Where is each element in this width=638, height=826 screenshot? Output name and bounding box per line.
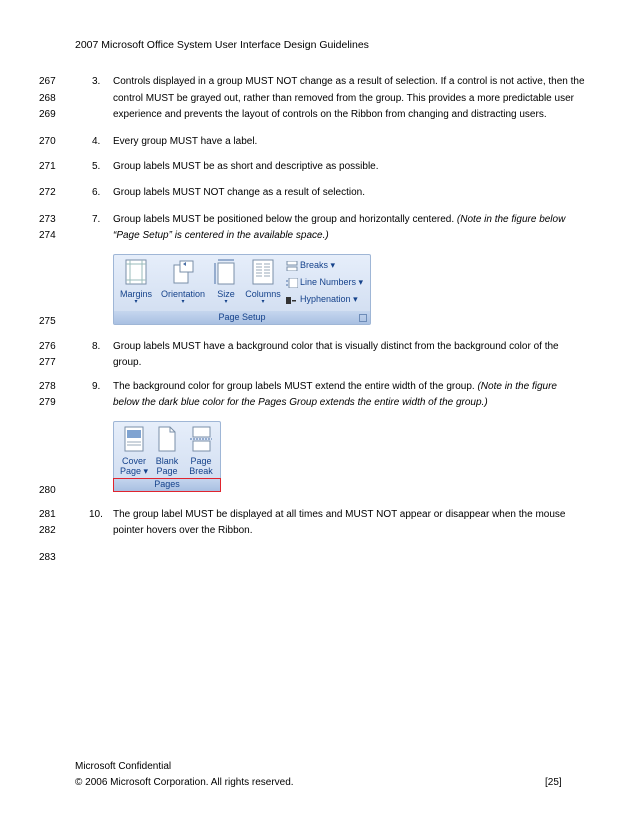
- break-label-line2: Break: [189, 466, 213, 476]
- list-item-text-regular: Group labels MUST be positioned below the group and horizontally centered.: [113, 214, 457, 225]
- margins-icon: [124, 259, 148, 285]
- cover-label-line1: Cover: [121, 456, 146, 466]
- line-number: 281: [39, 509, 56, 520]
- columns-button[interactable]: [244, 259, 282, 305]
- break-label-line1: Page: [190, 456, 212, 466]
- footer-confidential: Microsoft Confidential: [75, 761, 172, 772]
- line-numbers-icon: [286, 278, 298, 288]
- list-item-note-text: below the dark blue color for the Pages Group extends the entire width of the group.): [113, 397, 488, 408]
- size-icon: [214, 259, 238, 285]
- margins-button[interactable]: [120, 259, 152, 305]
- list-item-note: [113, 397, 488, 408]
- columns-icon: [251, 259, 275, 285]
- highlight-box: [113, 478, 221, 492]
- list-item-note: [113, 230, 329, 241]
- hyphenation-icon: [286, 295, 298, 305]
- dropdown-arrow-icon: ▾: [261, 299, 265, 305]
- page-break-label: [186, 456, 216, 476]
- line-number: 275: [39, 316, 56, 327]
- list-item-note: (Note in the figure below: [456, 214, 566, 225]
- list-item-text: Group labels MUST be as short and descriptive as possible.: [113, 161, 379, 172]
- line-number: 270: [39, 136, 56, 147]
- line-number: 279: [39, 397, 56, 408]
- page-break-button[interactable]: [186, 426, 216, 476]
- list-item-text-regular: The background color for group labels MUST extend the entire width of the group.: [113, 381, 478, 392]
- list-item-text: control MUST be grayed out, rather than removed from the group. This provides a more predictable user: [113, 93, 574, 104]
- list-item-note: (Note in the figure: [477, 381, 557, 392]
- orientation-label: Orientation: [160, 289, 206, 299]
- cover-label-line2: Page ▾: [119, 466, 149, 476]
- line-number: 276: [39, 341, 56, 352]
- blank-page-label: [152, 456, 182, 476]
- blank-page-icon: [155, 426, 179, 452]
- dropdown-arrow-icon: ▾: [353, 294, 358, 304]
- dropdown-arrow-icon: ▾: [330, 260, 336, 270]
- line-number: 278: [39, 381, 56, 392]
- cover-page-label: [118, 456, 150, 476]
- list-number: 3.: [92, 76, 101, 87]
- footer-copyright: © 2006 Microsoft Corporation. All rights reserved.: [75, 777, 294, 788]
- list-number: 10.: [89, 509, 103, 520]
- line-number: 269: [39, 109, 56, 120]
- line-number: 274: [39, 230, 56, 241]
- dropdown-arrow-icon: ▾: [224, 299, 228, 305]
- dropdown-arrow-icon: ▾: [134, 299, 138, 305]
- cover-page-button[interactable]: [118, 426, 150, 476]
- blank-page-button[interactable]: [152, 426, 182, 476]
- list-item-note-text: “Page Setup” is centered in the available space.): [113, 230, 329, 241]
- group-label: Page Setup: [114, 311, 370, 324]
- line-numbers-label: Line Numbers: [300, 277, 357, 287]
- list-item-text: Controls displayed in a group MUST NOT change as a result of selection. If a control is not active, then the: [113, 76, 585, 87]
- dropdown-arrow-icon: ▾: [181, 299, 185, 305]
- list-item-text: Every group MUST have a label.: [113, 136, 258, 147]
- margins-label: Margins: [120, 289, 153, 299]
- list-item-text: The group label MUST be displayed at all times and MUST NOT appear or disappear when the mouse: [113, 509, 566, 520]
- page-setup-group: [113, 254, 371, 325]
- list-item-text: [113, 214, 565, 225]
- dialog-launcher-icon[interactable]: [359, 314, 367, 322]
- list-number: 9.: [92, 381, 101, 392]
- orientation-button[interactable]: [158, 259, 208, 305]
- hyphenation-label: Hyphenation: [300, 294, 351, 304]
- line-number: 280: [39, 485, 56, 496]
- list-number: 7.: [92, 214, 101, 225]
- dropdown-arrow-icon: ▾: [358, 277, 364, 287]
- breaks-icon: [286, 261, 298, 271]
- line-number: 268: [39, 93, 56, 104]
- line-numbers-button[interactable]: [286, 277, 363, 288]
- blank-label-line1: Blank: [155, 456, 179, 466]
- breaks-button[interactable]: [286, 260, 335, 271]
- list-number: 4.: [92, 136, 101, 147]
- line-number: 273: [39, 214, 56, 225]
- page-break-icon: [189, 426, 213, 452]
- hyphenation-button[interactable]: [286, 294, 358, 305]
- list-item-text: [113, 381, 557, 392]
- line-number: 271: [39, 161, 56, 172]
- size-button[interactable]: [214, 259, 238, 305]
- list-item-text: group.: [113, 357, 142, 368]
- document-header: 2007 Microsoft Office System User Interface Design Guidelines: [75, 39, 369, 51]
- line-number: 283: [39, 552, 56, 563]
- blank-label-line2: Page: [156, 466, 178, 476]
- list-number: 8.: [92, 341, 101, 352]
- list-item-text: pointer hovers over the Ribbon.: [113, 525, 253, 536]
- list-item-text: Group labels MUST have a background color that is visually distinct from the background color of the: [113, 341, 559, 352]
- list-number: 6.: [92, 187, 101, 198]
- page-number: [25]: [545, 777, 562, 788]
- line-number: 267: [39, 76, 56, 87]
- list-item-text: Group labels MUST NOT change as a result of selection.: [113, 187, 365, 198]
- columns-label: Columns: [245, 289, 281, 299]
- size-label: Size: [217, 289, 235, 299]
- list-number: 5.: [92, 161, 101, 172]
- group-label: Pages: [114, 478, 220, 491]
- list-item-text: experience and prevents the layout of controls on the Ribbon from changing and distracting users.: [113, 109, 547, 120]
- orientation-icon: [171, 259, 195, 285]
- line-number: 272: [39, 187, 56, 198]
- line-number: 277: [39, 357, 56, 368]
- breaks-label: Breaks: [300, 260, 329, 270]
- cover-page-icon: [122, 426, 146, 452]
- line-number: 282: [39, 525, 56, 536]
